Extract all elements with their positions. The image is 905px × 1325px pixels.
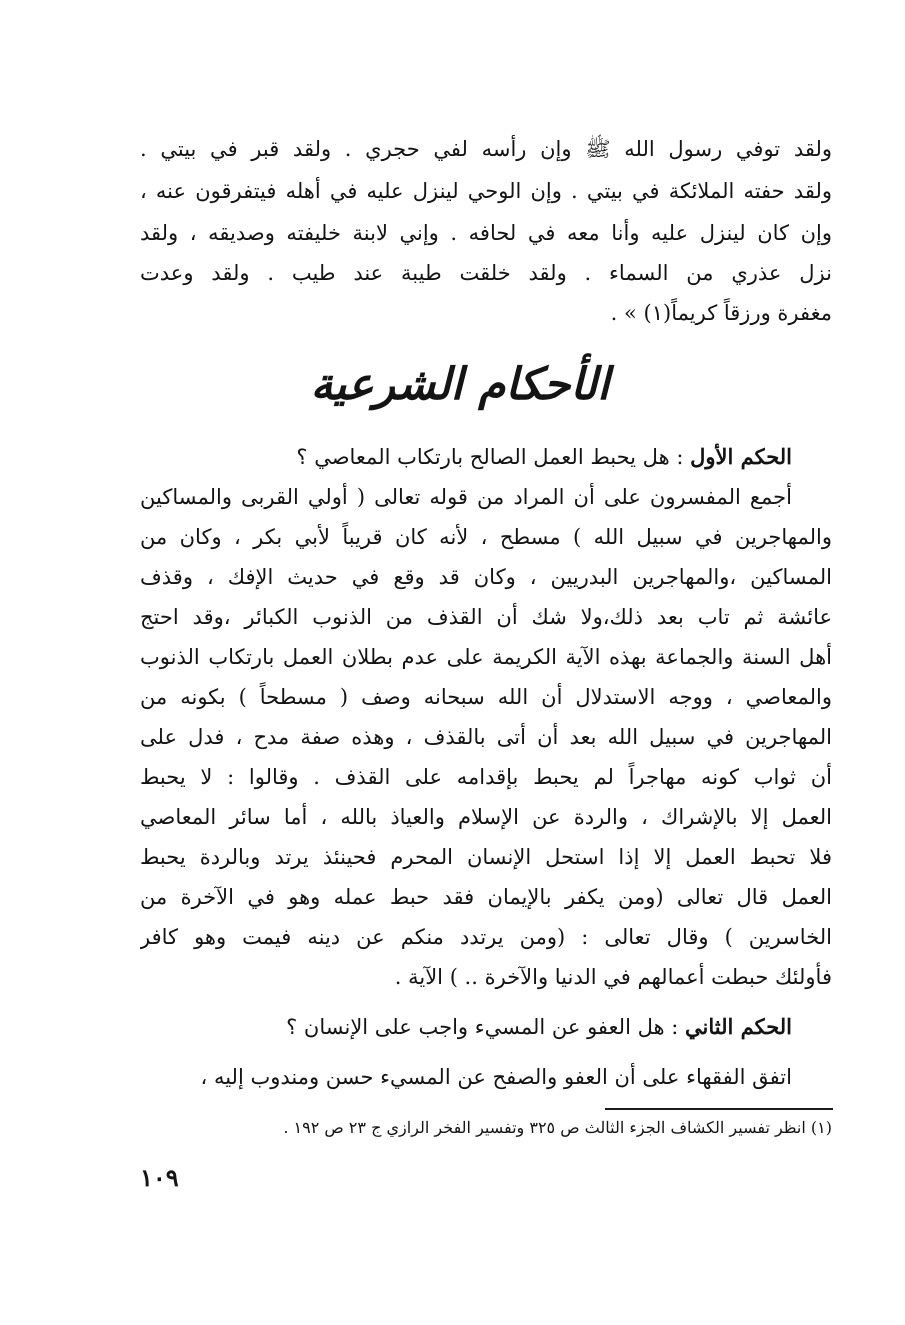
text-line: المساكين ،والمهاجرين البدريين ، وكان قد وقع في حديث الإفك ، وقذف bbox=[140, 565, 832, 589]
text-line: العمل قال تعالى (ومن يكفر بالإيمان فقد حبط عمله وهو في الآخرة من bbox=[140, 885, 832, 909]
text-line: وإن كان لينزل عليه وأنا معه في لحافه . وإني لابنة خليفته وصديقه ، ولقد bbox=[140, 221, 832, 245]
text-line: أجمع المفسرون على أن المراد من قوله تعالى ( أولي القربى والمساكين bbox=[140, 485, 792, 509]
ruling-one-label: الحكم الأول bbox=[690, 444, 792, 469]
ruling-one-title bbox=[140, 442, 832, 476]
text-line: والمهاجرين في سبيل الله ) مسطح ، لأنه كان قريباً لأبي بكر ، وكان من bbox=[140, 525, 832, 549]
text-line: ولقد توفي رسول الله ﷺ وإن رأسه لفي حجري . ولقد قبر في بيتي . bbox=[140, 137, 832, 161]
text-line: ولقد حفته الملائكة في بيتي . وإن الوحي لينزل عليه في أهله فيتفرقون عنه ، bbox=[140, 179, 832, 203]
text-line: مغفرة ورزقاً كريماً(١) » . bbox=[610, 301, 832, 325]
page-number: ١٠٩ bbox=[140, 1163, 179, 1192]
footnote: (١) انظر تفسير الكشاف الجزء الثالث ص ٣٢٥ وتفسير الفخر الرازي ج ٢٣ ص ١٩٢ . bbox=[283, 1118, 832, 1137]
text-line: اتفق الفقهاء على أن العفو والصفح عن المسيء حسن ومندوب إليه ، bbox=[200, 1065, 792, 1089]
ruling-two-label: الحكم الثاني bbox=[685, 1014, 792, 1039]
ruling-two-title bbox=[140, 1012, 832, 1046]
text-line: المهاجرين في سبيل الله بعد أن أتى بالقذف ، وهذه صفة مدح ، فدل على bbox=[140, 725, 832, 749]
text-line: أهل السنة والجماعة بهذه الآية الكريمة على عدم بطلان العمل بارتكاب الذنوب bbox=[140, 645, 832, 669]
text-line: أن ثواب كونه مهاجراً لم يحبط بإقدامه على القذف . وقالوا : لا يحبط bbox=[140, 765, 832, 789]
text-line: فأولئك حبطت أعمالهم في الدنيا والآخرة .. ) الآية . bbox=[394, 965, 832, 989]
ruling-two-question: : هل العفو عن المسيء واجب على الإنسان ؟ bbox=[286, 1015, 679, 1039]
text-line: نزل عذري من السماء . ولقد خلقت طيبة عند طيب . ولقد وعدت bbox=[140, 261, 832, 285]
text-line: فلا تحبط العمل إلا إذا استحل الإنسان المحرم فحينئذ يرتد وبالردة يحبط bbox=[140, 845, 832, 869]
text-line: العمل إلا بالإشراك ، والردة عن الإسلام والعياذ بالله ، أما سائر المعاصي bbox=[140, 805, 832, 829]
section-heading: الأحكام الشرعية bbox=[310, 359, 610, 410]
ruling-one-question: : هل يحبط العمل الصالح بارتكاب المعاصي ؟ bbox=[296, 445, 684, 469]
footnote-rule bbox=[605, 1108, 833, 1110]
text-line: عائشة ثم تاب بعد ذلك،ولا شك أن القذف من الذنوب الكبائر ،وقد احتج bbox=[140, 605, 832, 629]
text-line: والمعاصي ، ووجه الاستدلال أن الله سبحانه وصف ( مسطحاً ) بكونه من bbox=[140, 685, 832, 709]
text-line: الخاسرين ) وقال تعالى : (ومن يرتدد منكم عن دينه فيمت وهو كافر bbox=[140, 925, 832, 949]
